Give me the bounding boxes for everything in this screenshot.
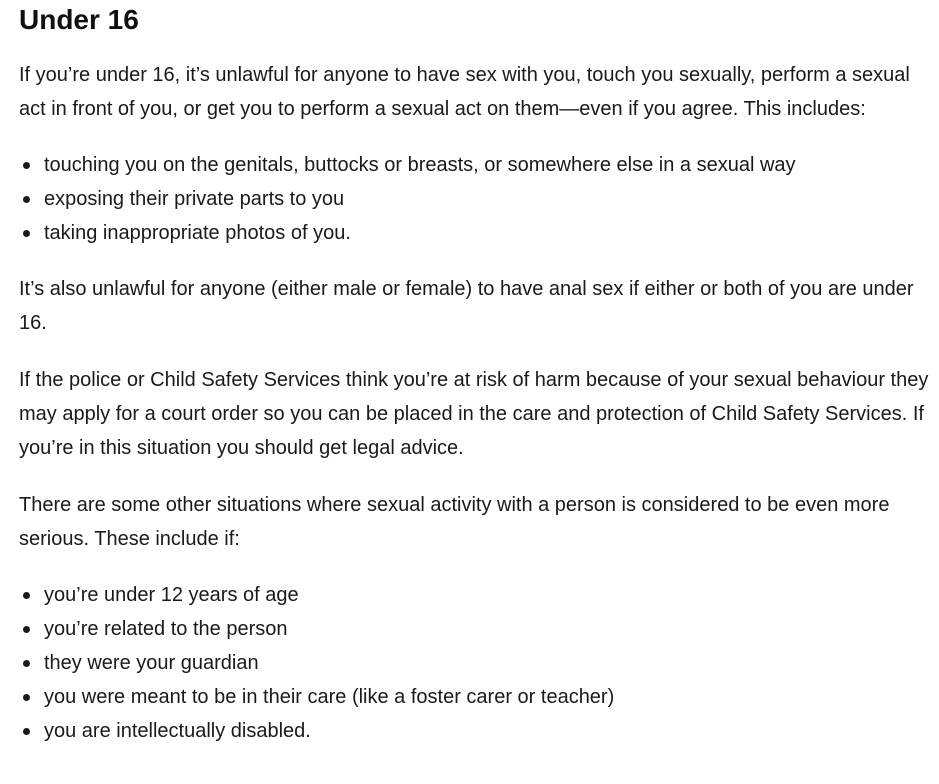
list-item: you are intellectually disabled. [19,714,937,748]
bullet-icon [23,694,30,701]
bullet-icon [23,162,30,169]
section-heading: Under 16 [19,4,139,35]
paragraph-anal-sex: It’s also unlawful for anyone (either male or female) to have anal sex if either or both of you are under 16. [19,278,914,334]
list-item: exposing their private parts to you [19,182,937,216]
bullet-icon [23,592,30,599]
conduct-list [19,148,937,250]
bullet-icon [23,230,30,237]
list-item: touching you on the genitals, buttocks or breasts, or somewhere else in a sexual way [19,148,937,182]
list-item: you were meant to be in their care (like a foster carer or teacher) [19,680,937,714]
list-item: they were your guardian [19,646,937,680]
paragraph-serious-situations: There are some other situations where sexual activity with a person is considered to be even more serious. These include if: [19,494,890,550]
list-item: you’re under 12 years of age [19,578,937,612]
paragraph-child-safety: If the police or Child Safety Services think you’re at risk of harm because of your sexual behaviour they may apply for a court order so you can be placed in the care and protection of Child Safety Services. If you’re in this situation you should get legal advice. [19,369,929,459]
bullet-icon [23,728,30,735]
bullet-icon [23,660,30,667]
list-item: you’re related to the person [19,612,937,646]
bullet-icon [23,626,30,633]
paragraph-intro: If you’re under 16, it’s unlawful for anyone to have sex with you, touch you sexually, perform a sexual act in front of you, or get you to perform a sexual act on them—even if you agree. This includes: [19,64,910,120]
serious-situations-list [19,578,937,748]
list-item: taking inappropriate photos of you. [19,216,937,250]
bullet-icon [23,196,30,203]
